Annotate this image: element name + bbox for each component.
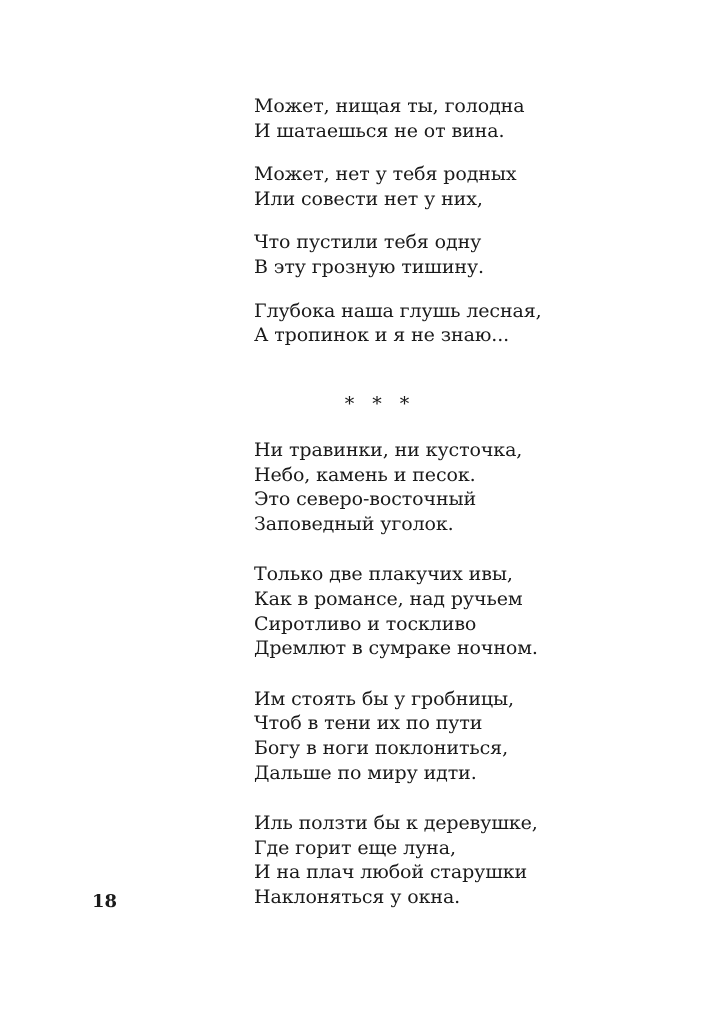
stanza	[254, 438, 674, 536]
verse-line: Как в романсе, над ручьем	[254, 587, 523, 610]
verse-line: И шатаешься не от вина.	[254, 119, 505, 142]
verse-line: Дремлют в сумраке ночном.	[254, 637, 538, 660]
stanza	[254, 230, 674, 279]
verse-line: Иль ползти бы к деревушке,	[254, 812, 538, 835]
poem-part-1	[254, 94, 674, 348]
verse-line: Заповедный уголок.	[254, 512, 454, 535]
verse-line: Может, нищая ты, голодна	[254, 95, 525, 117]
stanza	[254, 562, 674, 660]
stanza	[254, 811, 674, 909]
verse-line: Дальше по миру идти.	[254, 761, 477, 784]
section-divider: * * *	[344, 393, 416, 415]
verse-line: А тропинок и я не знаю...	[254, 324, 510, 347]
page-number: 18	[92, 891, 118, 912]
verse-line: Глубока наша глушь лесная,	[254, 299, 542, 322]
verse-line: Им стоять бы у гробницы,	[254, 687, 514, 710]
stanza	[254, 94, 674, 143]
verse-line: Наклоняться у окна.	[254, 885, 461, 908]
poem-part-2	[254, 438, 674, 910]
verse-line: Что пустили тебя одну	[254, 231, 482, 254]
stanza	[254, 299, 674, 348]
stanza	[254, 162, 674, 211]
verse-line: В эту грозную тишину.	[254, 255, 485, 278]
verse-line: Это северо-восточный	[254, 488, 477, 511]
verse-line: Только две плакучих ивы,	[254, 563, 513, 586]
verse-line: Или совести нет у них,	[254, 187, 483, 210]
verse-line: Богу в ноги поклониться,	[254, 736, 509, 759]
verse-line: И на плач любой старушки	[254, 861, 528, 884]
verse-line: Небо, камень и песок.	[254, 463, 476, 486]
verse-line: Сиротливо и тоскливо	[254, 612, 477, 635]
verse-line: Где горит еще луна,	[254, 836, 456, 859]
verse-line: Ни травинки, ни кусточка,	[254, 439, 523, 461]
verse-line: Чтоб в тени их по пути	[254, 712, 483, 735]
stanza	[254, 687, 674, 785]
verse-line: Может, нет у тебя родных	[254, 163, 517, 186]
